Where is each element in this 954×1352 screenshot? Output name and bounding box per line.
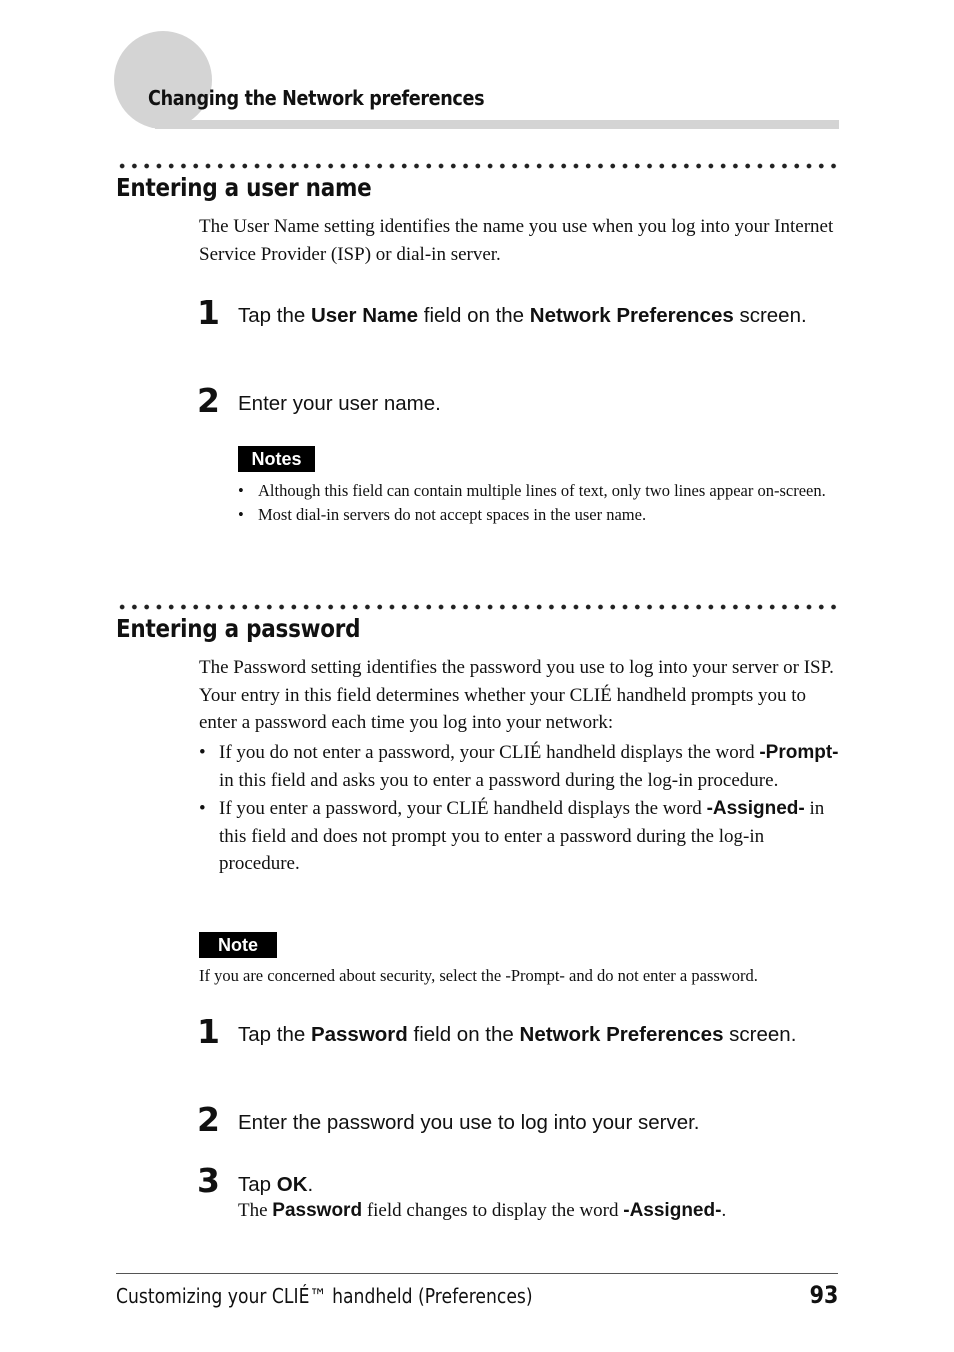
section-title-user-name: Entering a user name: [116, 173, 372, 202]
section-divider: [116, 163, 838, 169]
password-behavior-list: [199, 739, 839, 879]
bullet-icon: •: [199, 798, 206, 819]
header-bar-decoration: [155, 120, 839, 129]
step-text: Tap OK.: [238, 1173, 314, 1196]
step-number: 2: [197, 1100, 220, 1139]
list-item: • Although this field can contain multiple lines of text, only two lines appear on-screen.: [238, 479, 838, 503]
bullet-icon: •: [238, 481, 244, 500]
bullet-icon: •: [199, 742, 206, 763]
step-result: The Password field changes to display the word -Assigned-.: [238, 1200, 727, 1221]
step-text: Tap the User Name field on the Network Preferences screen.: [238, 304, 807, 327]
step-text: Tap the Password field on the Network Preferences screen.: [238, 1023, 797, 1046]
security-note: If you are concerned about security, select the -Prompt- and do not enter a password.: [199, 966, 758, 985]
page-number: 93: [809, 1281, 838, 1309]
step-number: 1: [197, 293, 220, 332]
step-text: Enter your user name.: [238, 392, 441, 415]
notes-label: Notes: [238, 446, 315, 472]
list-item: • Most dial-in servers do not accept spaces in the user name.: [238, 503, 838, 527]
section-divider: [116, 604, 838, 610]
notes-list: [238, 479, 838, 526]
section-intro: The User Name setting identifies the name you use when you log into your Internet Service Provider (ISP) or dial-in server.: [199, 216, 834, 265]
bullet-icon: •: [238, 504, 244, 524]
footer-rule: [116, 1273, 838, 1274]
header-circle-decoration: [114, 31, 212, 129]
running-header: Changing the Network preferences: [148, 86, 485, 110]
list-item: • If you enter a password, your CLIÉ handheld displays the word -Assigned- in this field and does not prompt you to enter a password during the log-in procedure.: [199, 795, 839, 878]
note-label: Note: [199, 932, 277, 958]
step-number: 2: [197, 381, 220, 420]
step-text: Enter the password you use to log into your server.: [238, 1111, 700, 1134]
step-number: 3: [197, 1161, 220, 1200]
list-item: • If you do not enter a password, your CLIÉ handheld displays the word -Prompt- in this field and asks you to enter a password during the log-in procedure.: [199, 739, 839, 794]
section-title-password: Entering a password: [116, 614, 361, 643]
footer-chapter-title: Customizing your CLIÉ™ handheld (Preferences): [116, 1284, 533, 1308]
section-intro: The Password setting identifies the password you use to log into your server or ISP. Your entry in this field determines whether your CLIÉ handheld prompts you to enter a password each time you log into your network:: [199, 657, 834, 733]
step-number: 1: [197, 1012, 220, 1051]
